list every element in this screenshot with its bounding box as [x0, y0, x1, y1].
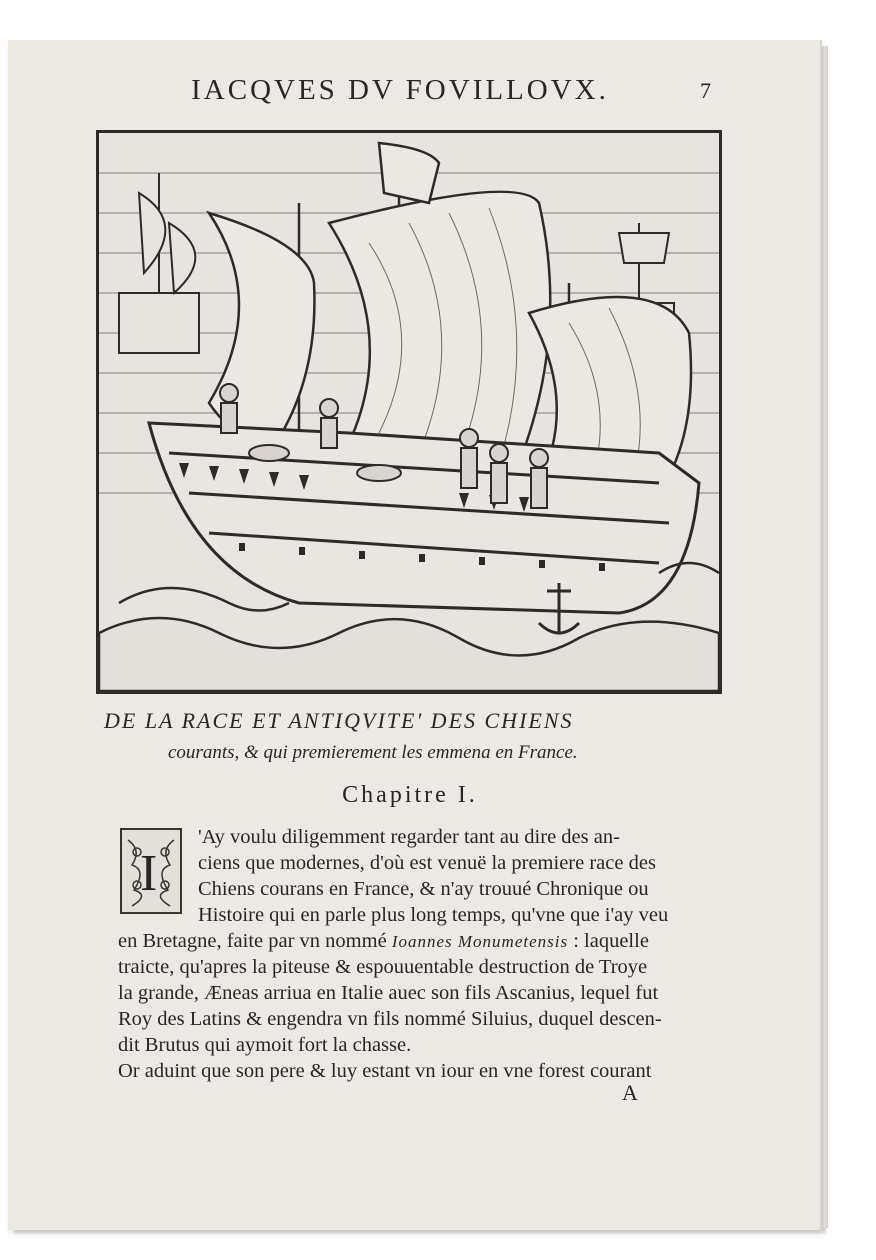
body-line-7: la grande, Æneas arriua en Italie auec son fils Ascanius, lequel fut — [118, 982, 659, 1004]
caption-line-2: courants, & qui premierement les emmena en France. — [168, 742, 578, 763]
signature-mark: A — [622, 1080, 638, 1105]
body-line-3: Chiens courans en France, & n'ay trouué Chronique ou — [198, 878, 649, 900]
body-line-10: Or aduint que son pere & luy estant vn iour en vne forest courant — [118, 1060, 652, 1082]
body-line-9: dit Brutus qui aymoit fort la chasse. — [118, 1034, 412, 1056]
caption-line-1: DE LA RACE ET ANTIQVITE' DES CHIENS — [104, 708, 574, 733]
ship-woodcut-illustration — [96, 130, 722, 694]
body-line-8: Roy des Latins & engendra vn fils nommé Siluius, duquel descen- — [118, 1008, 662, 1030]
body-line-6: traicte, qu'apres la piteuse & espouuentable destruction de Troye — [118, 956, 648, 978]
folio-number: 7 — [700, 78, 711, 103]
body-line-1: 'Ay voulu diligemment regarder tant au dire des an- — [198, 826, 620, 848]
chapter-heading: Chapitre I. — [342, 782, 478, 808]
body-line-5-tail: : laquelle — [573, 930, 649, 952]
author-name: Ioannes Monumetensis — [391, 932, 569, 951]
body-line-5-text: en Bretagne, faite par vn nommé — [118, 930, 387, 952]
body-line-2: ciens que modernes, d'où est venuë la premiere race des — [198, 852, 656, 874]
running-title: IACQVES DV FOVILLOVX. — [191, 74, 609, 106]
initial-letter: I — [140, 845, 158, 902]
body-line-5 — [118, 930, 649, 953]
body-line-4: Histoire qui en parle plus long temps, qu'vne que i'ay veu — [198, 904, 669, 926]
ship-woodcut-drawing — [99, 133, 719, 691]
decorated-initial — [120, 828, 182, 914]
